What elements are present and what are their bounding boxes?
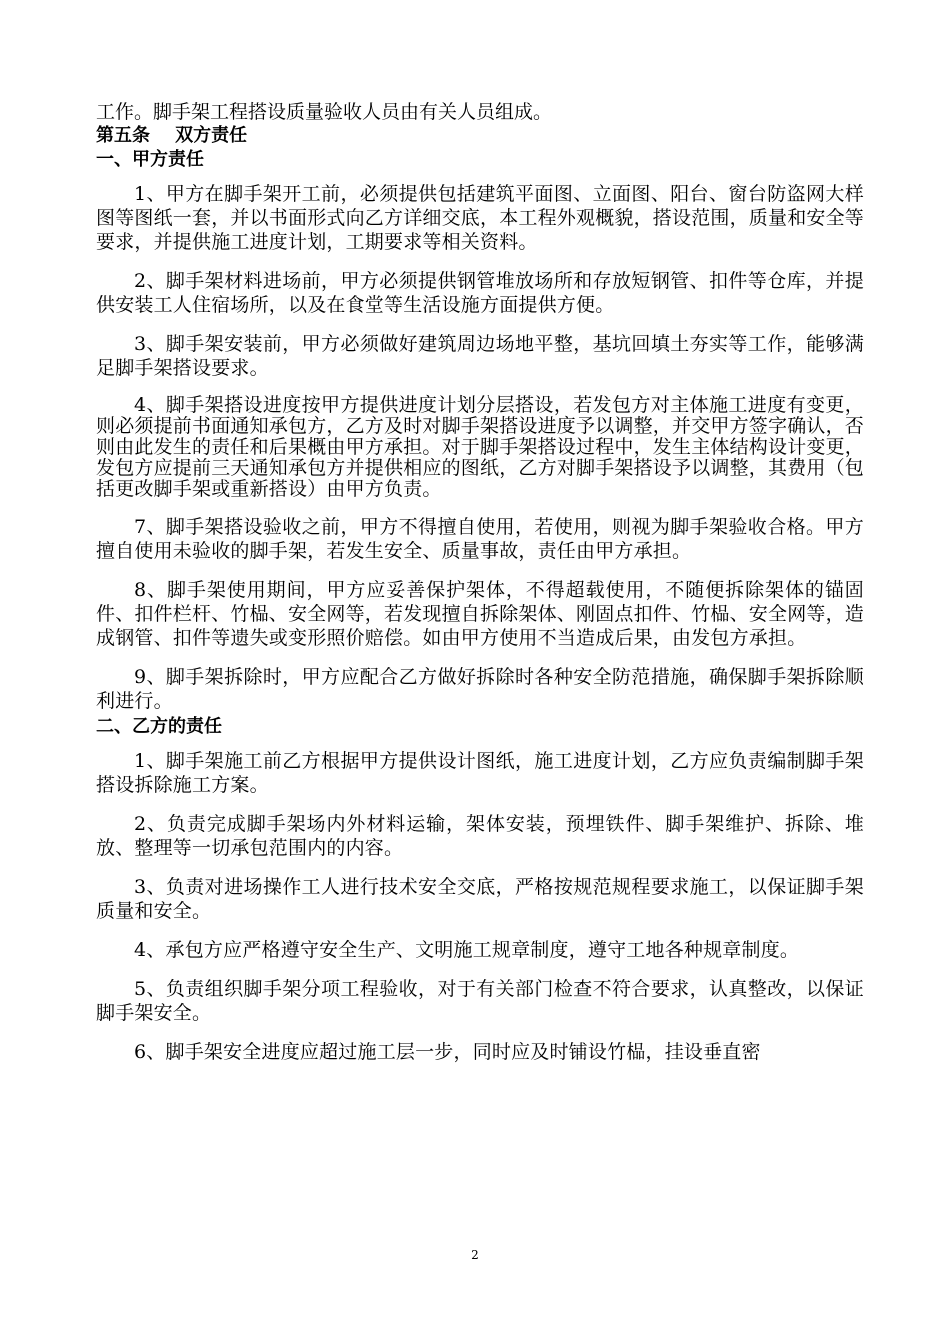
paragraph: 7、脚手架搭设验收之前，甲方不得擅自使用，若使用，则视为脚手架验收合格。甲方擅自使用未验收的脚手架，若发生安全、质量事故，责任由甲方承担。 [96, 516, 864, 562]
paragraph: 2、脚手架材料进场前，甲方必须提供钢管堆放场所和存放短钢管、扣件等仓库，并提供安装工人住宿场所，以及在食堂等生活设施方面提供方便。 [96, 270, 864, 316]
section-heading-party-a: 一、甲方责任 [96, 149, 204, 170]
paragraph: 4、脚手架搭设进度按甲方提供进度计划分层搭设，若发包方对主体施工进度有变更，则必须提前书面通知承包方，乙方及时对脚手架搭设进度予以调整，并交甲方签字确认，否则由此发生的责任和后果概由甲方承担。对于脚手架搭设过程中，发生主体结构设计变更，发包方应提前三天通知承包方并提供相应的图纸，乙方对脚手架搭设予以调整，其费用（包括更改脚手架或重新搭设）由甲方负责。 [96, 394, 865, 500]
paragraph: 5、负责组织脚手架分项工程验收，对于有关部门检查不符合要求，认真整改，以保证脚手架安全。 [96, 978, 864, 1024]
paragraph: 4、承包方应严格遵守安全生产、文明施工规章制度，遵守工地各种规章制度。 [134, 939, 800, 961]
paragraph: 2、负责完成脚手架场内外材料运输，架体安装，预埋铁件、脚手架维护、拆除、堆放、整理等一切承包范围内的内容。 [96, 813, 864, 859]
paragraph: 9、脚手架拆除时，甲方应配合乙方做好拆除时各种安全防范措施，确保脚手架拆除顺利进行。 [96, 666, 864, 712]
paragraph: 1、脚手架施工前乙方根据甲方提供设计图纸，施工进度计划，乙方应负责编制脚手架搭设拆除施工方案。 [96, 750, 864, 796]
paragraph: 6、脚手架安全进度应超过施工层一步，同时应及时铺设竹榀，挂设垂直密 [134, 1041, 761, 1063]
paragraph: 8、脚手架使用期间，甲方应妥善保护架体，不得超载使用，不随便拆除架体的锚固件、扣件栏杆、竹榀、安全网等，若发现擅自拆除架体、刚固点扣件、竹榀、安全网等，造成钢管、扣件等遗失或变形照价赔偿。如由甲方使用不当造成后果，由发包方承担。 [96, 579, 865, 649]
article-heading: 第五条 双方责任 [96, 125, 248, 146]
lead-line: 工作。脚手架工程搭设质量验收人员由有关人员组成。 [96, 101, 553, 123]
section-heading-party-b: 二、乙方的责任 [96, 716, 222, 737]
page-number: 2 [471, 1248, 479, 1262]
paragraph: 3、脚手架安装前，甲方必须做好建筑周边场地平整，基坑回填土夯实等工作，能够满足脚手架搭设要求。 [96, 333, 864, 379]
paragraph: 3、负责对进场操作工人进行技术安全交底，严格按规范规程要求施工，以保证脚手架质量和安全。 [96, 876, 864, 922]
paragraph: 1、甲方在脚手架开工前，必须提供包括建筑平面图、立面图、阳台、窗台防盗网大样图等图纸一套，并以书面形式向乙方详细交底，本工程外观概貌，搭设范围，质量和安全等要求，并提供施工进度计划，工期要求等相关资料。 [96, 183, 865, 253]
document-page [96, 100, 864, 1064]
